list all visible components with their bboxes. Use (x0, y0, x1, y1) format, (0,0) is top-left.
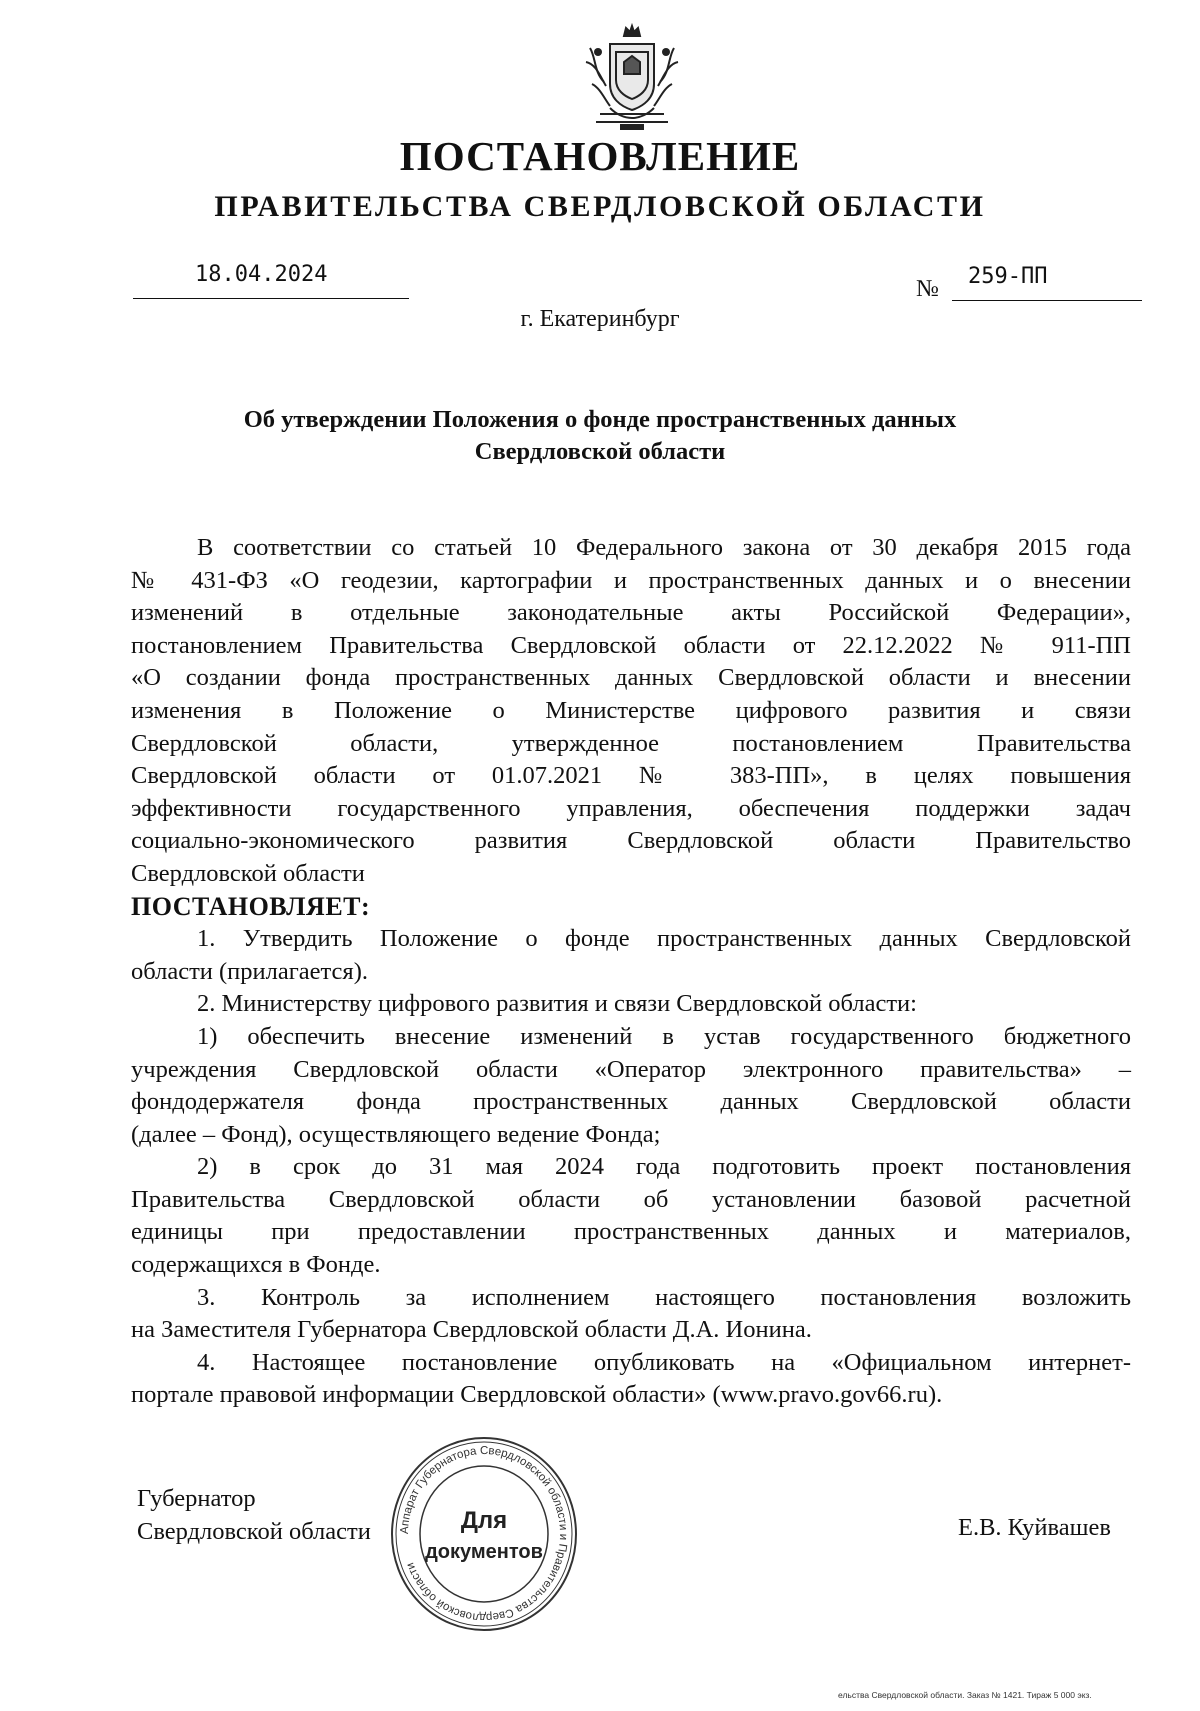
number-label: № (916, 276, 939, 302)
item-2-1-line: 1) обеспечить внесение изменений в устав государственного бюджетного (197, 1022, 1131, 1050)
signatory-role (137, 1482, 371, 1548)
document-date: 18.04.2024 (195, 262, 328, 287)
item-2-2-line: Правительства Свердловской области об установлении базовой расчетной (131, 1185, 1131, 1213)
preamble-line: Свердловской области от 01.07.2021 № 383-ПП», в целях повышения (131, 762, 1131, 790)
document-body (131, 532, 1131, 1412)
resolve-heading: ПОСТАНОВЛЯЕТ: (131, 891, 371, 921)
item-3-line: на Заместителя Губернатора Свердловской области Д.А. Ионина. (131, 1316, 812, 1344)
preamble-line: эффективности государственного управления, обеспечения поддержки задач (131, 794, 1131, 822)
item-2-1-line: (далее – Фонд), осуществляющего ведение Фонда; (131, 1120, 661, 1148)
document-type-heading: ПОСТАНОВЛЕНИЕ (399, 133, 801, 179)
document-number: 259-ПП (968, 264, 1048, 289)
item-4-line: портале правовой информации Свердловской области» (www.pravo.gov66.ru). (131, 1381, 943, 1409)
stamp-ring-text: Аппарат Губернатора Свердловской области и Правительства Свердловской области (398, 1444, 570, 1624)
preamble-line: изменения в Положение о Министерстве цифрового развития и связи (131, 696, 1131, 724)
preamble-line: Свердловской области, утвержденное постановлением Правительства (131, 729, 1131, 757)
print-footer: ельства Свердловской области. Заказ № 1421. Тираж 5 000 экз. (838, 1690, 1092, 1700)
preamble-line: постановлением Правительства Свердловской области от 22.12.2022 № 911-ПП (131, 631, 1131, 659)
stamp-center-line-2: документов (425, 1541, 543, 1563)
item-3-line: 3. Контроль за исполнением настоящего постановления возложить (197, 1283, 1131, 1311)
stamp-center-line-1: Для (460, 1507, 508, 1534)
preamble-line: № 431-ФЗ «О геодезии, картографии и пространственных данных и о внесении (131, 566, 1131, 594)
number-field (952, 264, 1142, 301)
preamble-line: социально-экономического развития Свердловской области Правительство (131, 827, 1131, 855)
preamble-line: Свердловской области (131, 859, 365, 887)
item-1-line: 1. Утвердить Положение о фонде пространственных данных Свердловской (197, 925, 1131, 953)
document-title (130, 404, 1070, 468)
issuer-heading: ПРАВИТЕЛЬСТВА СВЕРДЛОВСКОЙ ОБЛАСТИ (214, 190, 986, 223)
item-4-line: 4. Настоящее постановление опубликовать на «Официальном интернет- (197, 1348, 1131, 1376)
preamble-line: В соответствии со статьей 10 Федерального закона от 30 декабря 2015 года (197, 534, 1131, 561)
role-line-2: Свердловской области (137, 1518, 371, 1545)
city-line: г. Екатеринбург (520, 306, 680, 332)
item-2-1-line: учреждения Свердловской области «Оператор электронного правительства» – (131, 1055, 1131, 1083)
item-2-2-line: содержащихся в Фонде. (131, 1251, 381, 1279)
date-field (133, 262, 409, 299)
item-2-2-line: 2) в срок до 31 мая 2024 года подготовить проект постановления (197, 1153, 1131, 1181)
coat-of-arms-icon (580, 22, 684, 132)
official-stamp (388, 1434, 580, 1634)
title-line-1: Об утверждении Положения о фонде пространственных данных (243, 406, 957, 433)
preamble-line: изменений в отдельные законодательные акты Российской Федерации», (131, 599, 1131, 627)
item-2-2-line: единицы при предоставлении пространственных данных и материалов, (131, 1218, 1131, 1246)
role-line-1: Губернатор (137, 1485, 256, 1512)
item-2-line: 2. Министерству цифрового развития и связи Свердловской области: (197, 990, 917, 1018)
signatory-name: Е.В. Куйвашев (958, 1514, 1111, 1541)
title-line-2: Свердловской области (474, 438, 726, 465)
item-1-line: области (прилагается). (131, 957, 368, 985)
item-2-1-line: фондодержателя фонда пространственных данных Свердловской области (131, 1088, 1131, 1116)
preamble-line: «О создании фонда пространственных данных Свердловской области и внесении (131, 664, 1131, 692)
